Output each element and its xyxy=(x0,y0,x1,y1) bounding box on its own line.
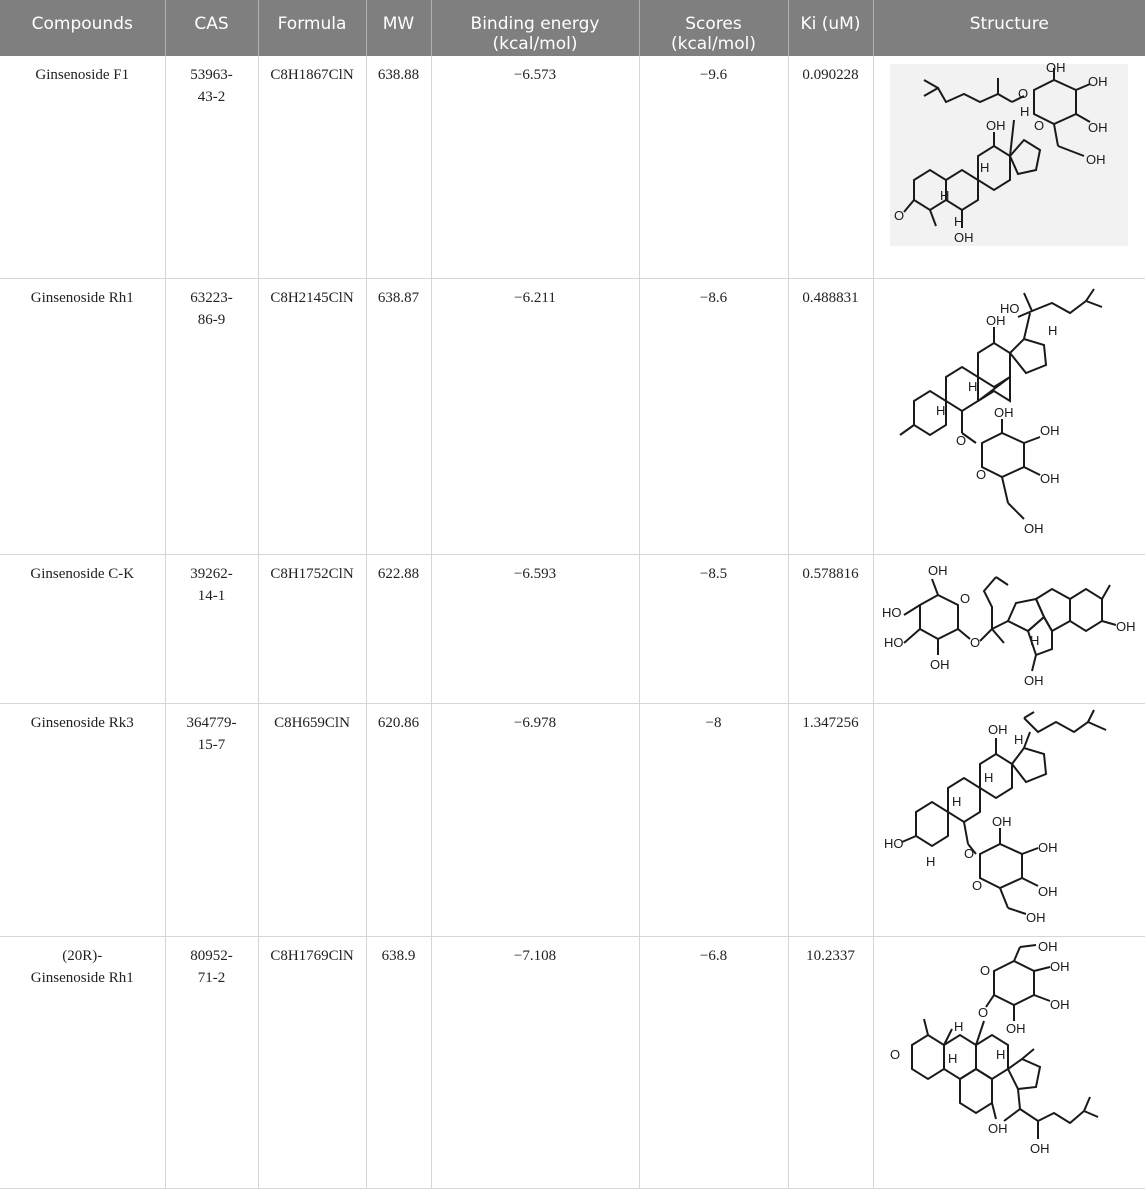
binding-energy-cell: −6.211 xyxy=(431,278,639,554)
mw-cell: 638.87 xyxy=(366,278,431,554)
label-h: H xyxy=(996,1046,1006,1062)
cas-part1: 53963- xyxy=(190,67,233,83)
label-oh: HO xyxy=(882,604,902,620)
header-binding-energy xyxy=(431,0,639,56)
cas-part1: 80952- xyxy=(190,947,233,964)
mw-cell: 638.9 xyxy=(366,936,431,1188)
cas-cell xyxy=(165,56,258,278)
header-formula: Formula xyxy=(258,0,366,56)
header-binding-energy-line2: (kcal/mol) xyxy=(492,34,578,54)
label-oh: OH xyxy=(1088,120,1108,135)
label-h: H xyxy=(926,853,936,869)
ki-cell: 10.2337 xyxy=(788,936,873,1188)
label-oh: OH xyxy=(1038,883,1058,899)
compound-cell xyxy=(0,56,165,278)
label-h: H xyxy=(1048,322,1058,338)
label-h: H xyxy=(954,214,964,229)
cas-part2: 43-2 xyxy=(197,89,226,105)
cas-part2: 71-2 xyxy=(197,969,226,986)
label-oh: OH xyxy=(992,813,1012,829)
formula-cell: C8H1769ClN xyxy=(258,936,366,1188)
compound-cell xyxy=(0,554,165,703)
label-oh: OH xyxy=(988,1120,1008,1136)
mw-cell: 638.88 xyxy=(366,56,431,278)
label-oh: OH xyxy=(1040,422,1060,438)
label-h: H xyxy=(936,402,946,418)
label-oh: OH xyxy=(1026,909,1046,925)
label-oh: OH xyxy=(1050,996,1070,1012)
binding-energy-cell: −6.573 xyxy=(431,56,639,278)
formula-cell: C8H1867ClN xyxy=(258,56,366,278)
label-h: H xyxy=(948,1050,958,1066)
label-h: H xyxy=(980,160,990,175)
label-o: O xyxy=(894,208,905,223)
binding-energy-cell: −6.978 xyxy=(431,703,639,936)
label-oh: HO xyxy=(884,634,904,650)
structure-cell xyxy=(873,56,1145,278)
table-row xyxy=(0,56,1145,278)
label-oh: HO xyxy=(1000,300,1020,316)
binding-energy-cell: −6.593 xyxy=(431,554,639,703)
label-oh: OH xyxy=(1088,74,1108,89)
cas-cell xyxy=(165,278,258,554)
header-scores-line2: (kcal/mol) xyxy=(670,34,756,54)
binding-energy-cell: −7.108 xyxy=(431,936,639,1188)
20r-ginsenoside-rh1-structure-icon xyxy=(884,941,1134,1181)
compound-cell xyxy=(0,278,165,554)
label-o: O xyxy=(956,432,967,448)
label-h: H xyxy=(984,769,994,785)
ki-cell: 0.488831 xyxy=(788,278,873,554)
label-o: O xyxy=(980,962,991,978)
header-mw: MW xyxy=(366,0,431,56)
table-row xyxy=(0,554,1145,703)
label-o: O xyxy=(978,1004,989,1020)
formula-cell: C8H2145ClN xyxy=(258,278,366,554)
ginsenoside-ck-structure-icon xyxy=(880,559,1138,695)
header-binding-energy-line1: Binding energy xyxy=(470,14,600,34)
label-oh: OH xyxy=(1116,618,1136,634)
ginsenoside-rh1-structure-icon xyxy=(884,283,1134,547)
ki-cell: 0.578816 xyxy=(788,554,873,703)
cas-part1: 63223- xyxy=(190,289,233,306)
mw-cell: 620.86 xyxy=(366,703,431,936)
score-cell: −8 xyxy=(639,703,788,936)
table-row xyxy=(0,278,1145,554)
label-o: O xyxy=(964,845,975,861)
label-o: O xyxy=(976,466,987,482)
label-oh: OH xyxy=(1050,958,1070,974)
header-row xyxy=(0,0,1145,56)
ki-cell: 0.090228 xyxy=(788,56,873,278)
ginsenoside-f1-structure-icon xyxy=(884,60,1134,250)
header-scores xyxy=(639,0,788,56)
mw-cell: 622.88 xyxy=(366,554,431,703)
label-h: H xyxy=(952,793,962,809)
structure-cell xyxy=(873,703,1145,936)
label-h: H xyxy=(1020,104,1030,119)
header-ki: Ki (uM) xyxy=(788,0,873,56)
label-oh: OH xyxy=(988,721,1008,737)
structure-cell xyxy=(873,278,1145,554)
compound-name: Ginsenoside F1 xyxy=(35,67,130,83)
label-oh: OH xyxy=(986,312,1006,328)
header-scores-line1: Scores xyxy=(685,14,742,34)
compound-name-part1: (20R)- xyxy=(62,947,103,964)
label-h: H xyxy=(1014,731,1024,747)
label-o: O xyxy=(1018,86,1029,101)
compound-name: Ginsenoside Rk3 xyxy=(30,714,134,731)
score-cell: −6.8 xyxy=(639,936,788,1188)
label-oh: OH xyxy=(1038,940,1058,954)
label-oh: OH xyxy=(1040,470,1060,486)
header-compounds: Compounds xyxy=(0,0,165,56)
label-h: H xyxy=(940,188,950,203)
formula-cell: C8H1752ClN xyxy=(258,554,366,703)
label-oh: OH xyxy=(954,230,974,245)
label-oh: OH xyxy=(1046,60,1066,75)
cas-part2: 86-9 xyxy=(197,311,226,328)
label-oh: OH xyxy=(1030,1140,1050,1156)
ki-cell: 1.347256 xyxy=(788,703,873,936)
score-cell: −8.5 xyxy=(639,554,788,703)
label-oh: HO xyxy=(884,835,904,851)
formula-cell: C8H659ClN xyxy=(258,703,366,936)
cas-part1: 364779- xyxy=(186,714,237,731)
cas-cell xyxy=(165,554,258,703)
label-o: O xyxy=(970,634,981,650)
label-h: H xyxy=(968,378,978,394)
score-cell: −8.6 xyxy=(639,278,788,554)
label-oh: OH xyxy=(1024,520,1044,536)
cas-part2: 14-1 xyxy=(197,587,226,604)
label-h: H xyxy=(1030,632,1040,648)
label-o: O xyxy=(960,590,971,606)
label-oh: OH xyxy=(1024,672,1044,688)
header-cas: CAS xyxy=(165,0,258,56)
label-oh: OH xyxy=(928,562,948,578)
ginsenoside-rk3-structure-icon xyxy=(884,708,1134,928)
cas-part1: 39262- xyxy=(190,565,233,582)
label-oh: OH xyxy=(994,404,1014,420)
label-oh: OH xyxy=(930,656,950,672)
structure-cell xyxy=(873,936,1145,1188)
compound-cell xyxy=(0,936,165,1188)
label-oh: OH xyxy=(1086,152,1106,167)
compound-name: Ginsenoside Rh1 xyxy=(30,289,134,306)
table-row xyxy=(0,703,1145,936)
label-oh: OH xyxy=(1038,839,1058,855)
label-h: H xyxy=(954,1018,964,1034)
label-o: O xyxy=(890,1046,901,1062)
compound-name-part2: Ginsenoside Rh1 xyxy=(30,969,134,986)
cas-cell xyxy=(165,936,258,1188)
table-row xyxy=(0,936,1145,1188)
label-oh: OH xyxy=(986,118,1006,133)
compound-cell xyxy=(0,703,165,936)
score-cell: −9.6 xyxy=(639,56,788,278)
label-o: O xyxy=(972,877,983,893)
cas-part2: 15-7 xyxy=(197,736,226,753)
structure-cell xyxy=(873,554,1145,703)
label-oh: OH xyxy=(1006,1020,1026,1036)
compound-name: Ginsenoside C-K xyxy=(30,565,135,582)
cas-cell xyxy=(165,703,258,936)
label-o: O xyxy=(1034,118,1045,133)
header-structure: Structure xyxy=(873,0,1145,56)
